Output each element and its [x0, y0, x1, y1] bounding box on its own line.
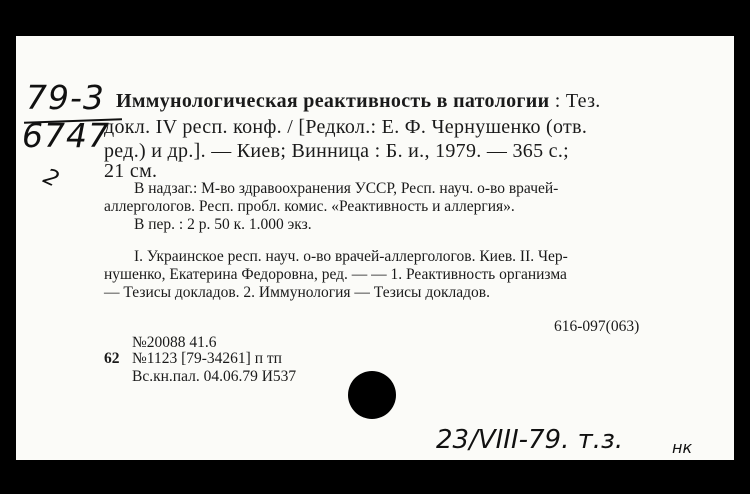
tracing-line-1: I. Украинское респ. науч. о-во врачей-аллергологов. Киев. II. Чер-	[134, 248, 568, 265]
call-number-bottom: 6747	[22, 116, 110, 155]
entry-title: Иммунологическая реактивность в патологии	[116, 90, 550, 112]
entry-line-4: 21 см.	[104, 160, 158, 182]
note-line-2: аллергологов. Респ. пробл. комис. «Реактивность и аллергия».	[104, 198, 515, 215]
imprint-line-1: №20088 41.6	[132, 334, 217, 351]
handwritten-date: 23/VIII-79. т.з.	[436, 425, 624, 455]
note-line-3: В пер. : 2 р. 50 к. 1.000 экз.	[134, 216, 312, 233]
note-line-1: В надзаг.: М-во здравоохранения УССР, Респ. науч. о-во врачей-	[134, 180, 559, 197]
tracing-line-3: — Тезисы докладов. 2. Иммунология — Тезисы докладов.	[104, 284, 490, 301]
imprint-line-3: Вс.кн.пал. 04.06.79 И537	[132, 368, 297, 385]
entry-line-2: докл. IV респ. конф. / [Редкол.: Е. Ф. Чернушенко (отв.	[104, 116, 588, 138]
classification-code: 616-097(063)	[554, 318, 640, 335]
handwritten-initials: нк	[672, 438, 693, 457]
imprint-prefix: 62	[104, 350, 120, 367]
entry-line-3: ред.) и др.]. — Киев; Винница : Б. и., 1979. — 365 с.;	[104, 140, 570, 162]
entry-title-rest: : Тез.	[554, 90, 601, 112]
entry-line-1	[116, 90, 601, 113]
imprint-line-2: №1123 [79-34261] п тп	[132, 350, 282, 367]
call-number-top: 79-3	[26, 78, 105, 117]
margin-mark: 2	[39, 164, 63, 193]
tracing-line-2: нушенко, Екатерина Федоровна, ред. — — 1. Реактивность организма	[104, 266, 567, 283]
punch-hole	[348, 371, 396, 419]
